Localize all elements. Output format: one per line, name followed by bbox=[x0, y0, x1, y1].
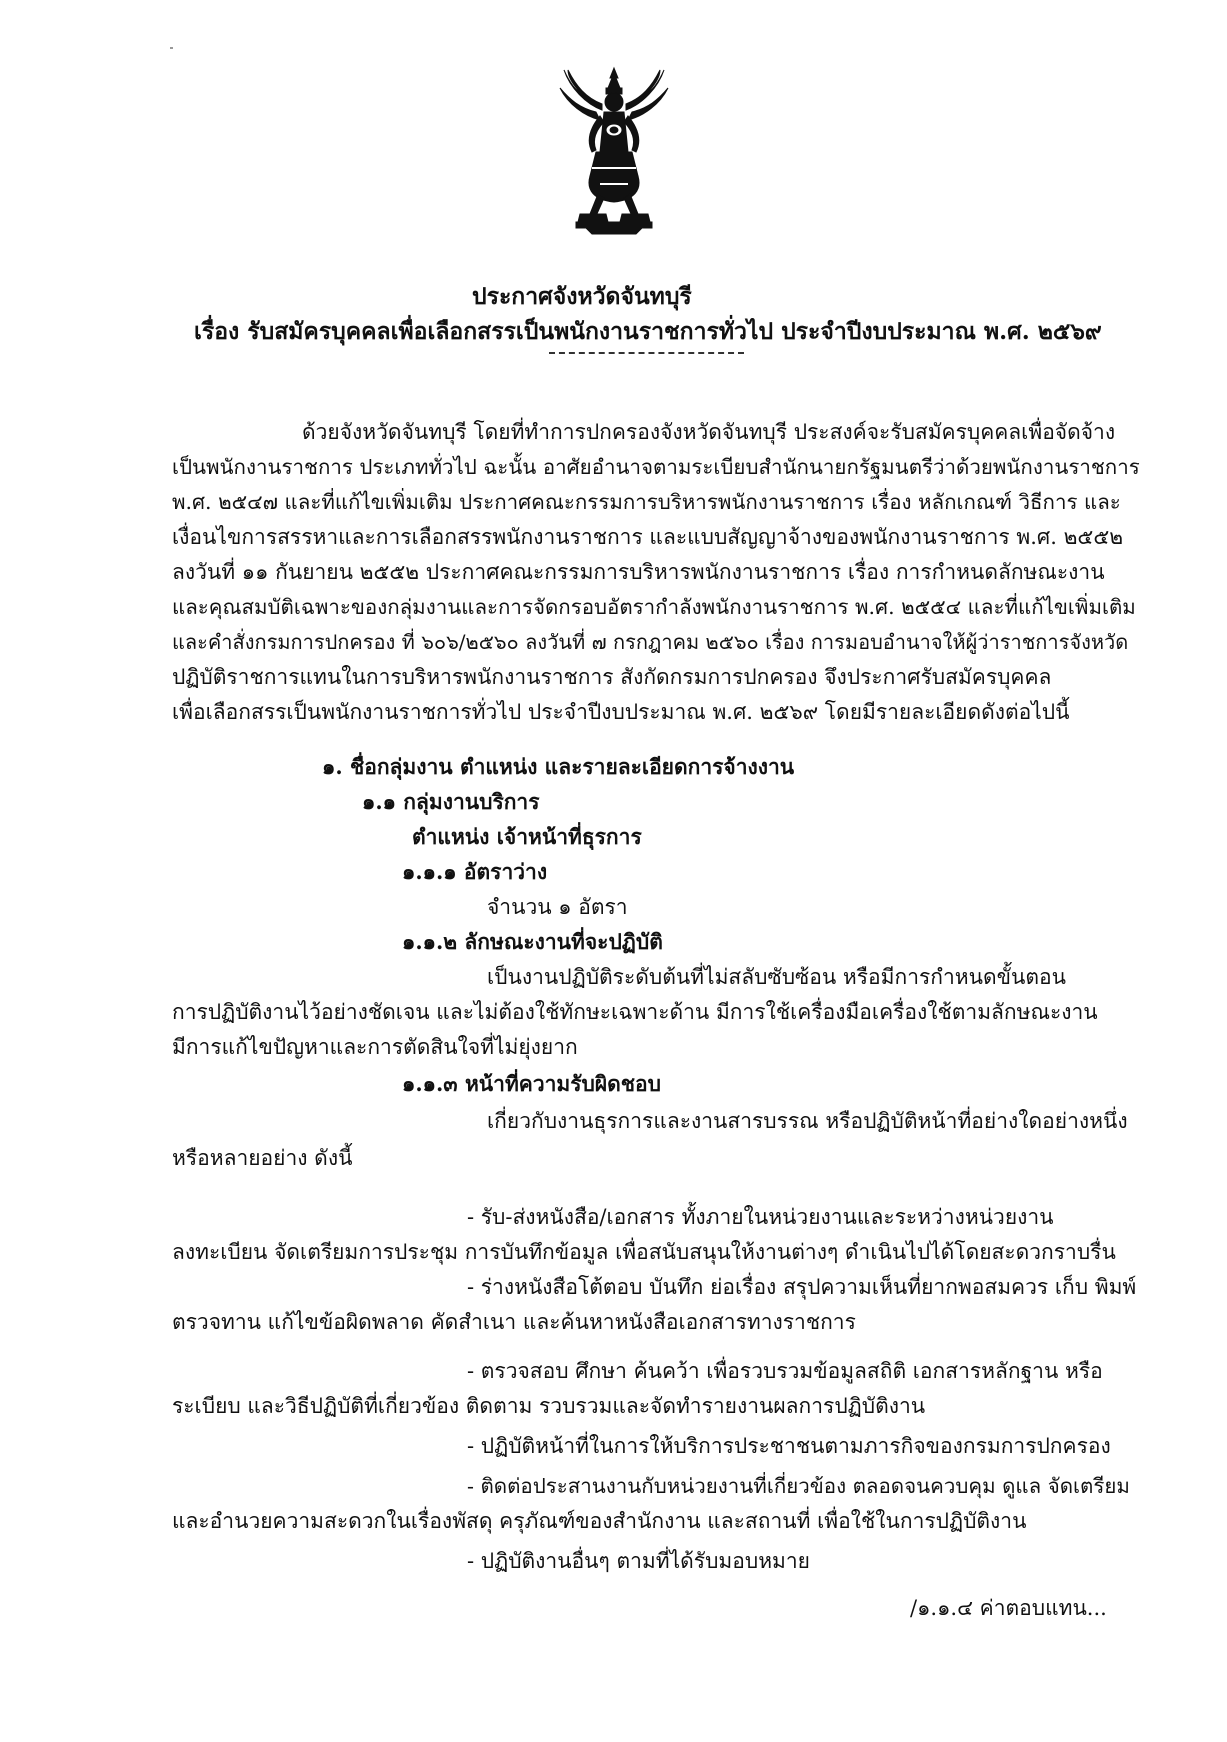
intro-line: และคำสั่งกรมการปกครอง ที่ ๖๐๖/๒๕๖๐ ลงวันที่ ๗ กรกฎาคม ๒๕๖๐ เรื่อง การมอบอำนาจให้ผู้ว่าราชการจังหวัด bbox=[172, 630, 1129, 654]
duty-item-continued: ตรวจทาน แก้ไขข้อผิดพลาด คัดสำเนา และค้นหาหนังสือเอกสารทางราชการ bbox=[172, 1310, 856, 1334]
intro-line: ด้วยจังหวัดจันทบุรี โดยที่ทำการปกครองจังหวัดจันทบุรี ประสงค์จะรับสมัครบุคคลเพื่อจัดจ้าง bbox=[302, 420, 1116, 444]
duty-item-continued: และอำนวยความสะดวกในเรื่องพัสดุ ครุภัณฑ์ของสำนักงาน และสถานที่ เพื่อใช้ในการปฏิบัติงาน bbox=[172, 1509, 1027, 1533]
job-nature-line: เป็นงานปฏิบัติระดับต้นที่ไม่สลับซับซ้อน หรือมีการกำหนดขั้นตอน bbox=[487, 965, 1066, 989]
document-subject: เรื่อง รับสมัครบุคคลเพื่อเลือกสรรเป็นพนักงานราชการทั่วไป ประจำปีงบประมาณ พ.ศ. ๒๕๖๙ bbox=[194, 318, 1102, 345]
intro-line: เพื่อเลือกสรรเป็นพนักงานราชการทั่วไป ประจำปีงบประมาณ พ.ศ. ๒๕๖๙ โดยมีรายละเอียดดังต่อไปนี้ bbox=[172, 700, 1070, 724]
intro-line: พ.ศ. ๒๕๔๗ และที่แก้ไขเพิ่มเติม ประกาศคณะกรรมการบริหารพนักงานราชการ เรื่อง หลักเกณฑ์ วิธีการ และ bbox=[172, 490, 1121, 514]
duty-item-continued: ลงทะเบียน จัดเตรียมการประชุม การบันทึกข้อมูล เพื่อสนับสนุนให้งานต่างๆ ดำเนินไปได้โดยสะดวกราบรื่น bbox=[172, 1240, 1116, 1264]
job-nature-line: การปฏิบัติงานไว้อย่างชัดเจน และไม่ต้องใช้ทักษะเฉพาะด้าน มีการใช้เครื่องมือเครื่องใช้ตามลักษณะงาน bbox=[172, 1000, 1098, 1024]
duty-item: - ตรวจสอบ ศึกษา ค้นคว้า เพื่อรวบรวมข้อมูลสถิติ เอกสารหลักฐาน หรือ bbox=[467, 1359, 1103, 1383]
job-nature-heading: ๑.๑.๒ ลักษณะงานที่จะปฏิบัติ bbox=[402, 929, 663, 954]
position-title: ตำแหน่ง เจ้าหน้าที่ธุรการ bbox=[412, 824, 642, 849]
job-nature-line: มีการแก้ไขปัญหาและการตัดสินใจที่ไม่ยุ่งยาก bbox=[172, 1035, 578, 1059]
document-title: ประกาศจังหวัดจันทบุรี bbox=[472, 283, 692, 310]
intro-line: ปฏิบัติราชการแทนในการบริหารพนักงานราชการ สังกัดกรมการปกครอง จึงประกาศรับสมัครบุคคล bbox=[172, 665, 1052, 689]
vacancy-heading: ๑.๑.๑ อัตราว่าง bbox=[402, 859, 548, 884]
subsection-heading: ๑.๑ กลุ่มงานบริการ bbox=[362, 789, 540, 814]
intro-line: เป็นพนักงานราชการ ประเภททั่วไป ฉะนั้น อาศัยอำนาจตามระเบียบสำนักนายกรัฐมนตรีว่าด้วยพนักงานราชการ bbox=[172, 455, 1140, 479]
duty-intro-line: หรือหลายอย่าง ดังนี้ bbox=[172, 1146, 353, 1170]
duty-item: - ร่างหนังสือโต้ตอบ บันทึก ย่อเรื่อง สรุปความเห็นที่ยากพอสมควร เก็บ พิมพ์ bbox=[467, 1275, 1137, 1299]
title-divider bbox=[549, 352, 744, 354]
duty-item: - รับ-ส่งหนังสือ/เอกสาร ทั้งภายในหน่วยงานและระหว่างหน่วยงาน bbox=[467, 1205, 1054, 1229]
duty-item: - ปฏิบัติงานอื่นๆ ตามที่ได้รับมอบหมาย bbox=[467, 1549, 810, 1573]
duty-heading: ๑.๑.๓ หน้าที่ความรับผิดชอบ bbox=[402, 1071, 662, 1096]
garuda-emblem-icon bbox=[556, 64, 672, 236]
intro-line: และคุณสมบัติเฉพาะของกลุ่มงานและการจัดกรอบอัตรากำลังพนักงานราชการ พ.ศ. ๒๕๕๔ และที่แก้ไขเพิ่มเติม bbox=[172, 595, 1136, 619]
vacancy-count: จำนวน ๑ อัตรา bbox=[487, 895, 628, 919]
scan-speck bbox=[170, 47, 173, 49]
duty-intro-line: เกี่ยวกับงานธุรการและงานสารบรรณ หรือปฏิบัติหน้าที่อย่างใดอย่างหนึ่ง bbox=[487, 1109, 1128, 1133]
section-heading: ๑. ชื่อกลุ่มงาน ตำแหน่ง และรายละเอียดการจ้างงาน bbox=[322, 754, 795, 779]
intro-line: เงื่อนไขการสรรหาและการเลือกสรรพนักงานราชการ และแบบสัญญาจ้างของพนักงานราชการ พ.ศ. ๒๕๕๒ bbox=[172, 525, 1124, 549]
duty-item: - ติดต่อประสานงานกับหน่วยงานที่เกี่ยวข้อง ตลอดจนควบคุม ดูแล จัดเตรียม bbox=[467, 1474, 1130, 1498]
duty-item-continued: ระเบียบ และวิธีปฏิบัติที่เกี่ยวข้อง ติดตาม รวบรวมและจัดทำรายงานผลการปฏิบัติงาน bbox=[172, 1394, 926, 1418]
page-continuation: /๑.๑.๔ ค่าตอบแทน... bbox=[910, 1596, 1107, 1620]
duty-item: - ปฏิบัติหน้าที่ในการให้บริการประชาชนตามภารกิจของกรมการปกครอง bbox=[467, 1434, 1111, 1458]
intro-line: ลงวันที่ ๑๑ กันยายน ๒๕๕๒ ประกาศคณะกรรมการบริหารพนักงานราชการ เรื่อง การกำหนดลักษณะงาน bbox=[172, 560, 1105, 584]
